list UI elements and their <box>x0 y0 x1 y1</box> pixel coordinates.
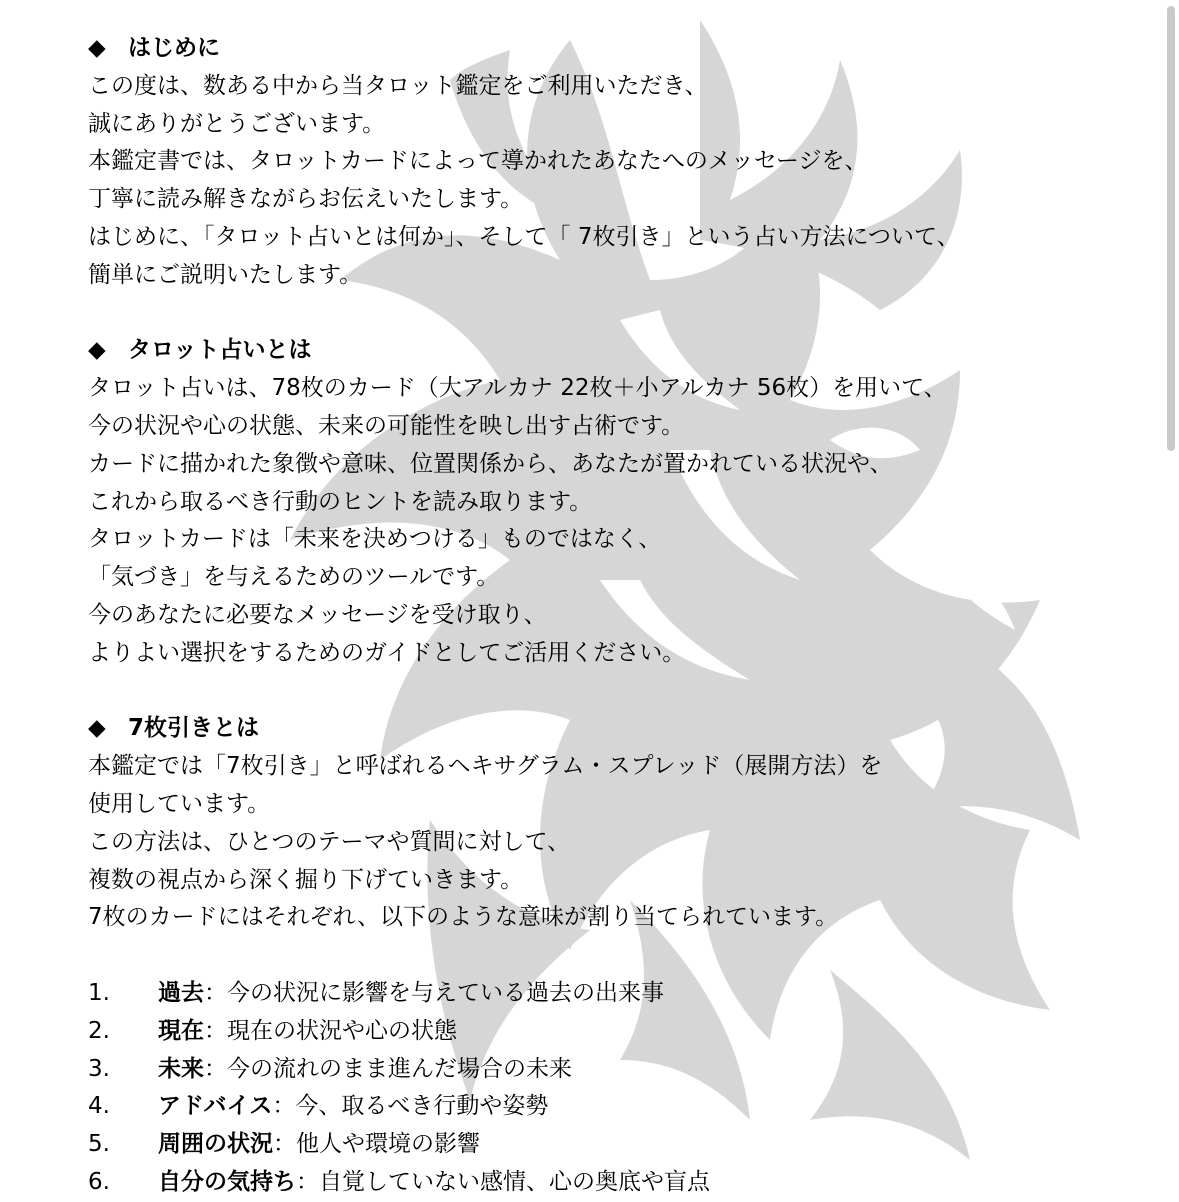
position-list-item <box>88 975 1138 1013</box>
intro-line: 丁寧に読み解きながらお伝えいたします。 <box>88 186 524 213</box>
list-number: 4. <box>88 1093 110 1120</box>
list-number: 1. <box>88 979 110 1006</box>
scrollbar-thumb[interactable] <box>1167 6 1175 451</box>
intro-line: 簡単にご説明いたします。 <box>88 261 363 288</box>
position-description: ：現在の状況や心の状態 <box>204 1017 457 1044</box>
list-number: 3. <box>88 1055 110 1082</box>
vertical-scrollbar[interactable] <box>1161 0 1179 1179</box>
document-body <box>88 30 1138 1202</box>
tarot-line: 今のあなたに必要なメッセージを受け取り、 <box>88 601 547 628</box>
tarot-line: タロットカードは「未来を決めつける」ものではなく、 <box>88 526 662 553</box>
tarot-line: これから取るべき行動のヒントを読み取ります。 <box>88 488 593 515</box>
spacer <box>88 673 1138 711</box>
seven-card-line: 使用しています。 <box>88 790 271 817</box>
section-heading-intro: ◆ はじめに <box>88 30 1138 68</box>
position-list-item <box>88 1088 1138 1126</box>
position-list-item <box>88 1164 1138 1202</box>
position-term: アドバイス <box>158 1093 273 1120</box>
tarot-line: 今の状況や心の状態、未来の可能性を映し出す占術です。 <box>88 412 685 439</box>
position-description: ：自覚していない感情、心の奥底や盲点 <box>296 1168 710 1195</box>
tarot-line: カードに描かれた象徴や意味、位置関係から、あなたが置かれている状況や、 <box>88 450 893 477</box>
seven-card-line: 複数の視点から深く掘り下げていきます。 <box>88 866 524 893</box>
spacer <box>88 295 1138 333</box>
intro-line: 本鑑定書では、タロットカードによって導かれたあなたへのメッセージを、 <box>88 148 868 175</box>
intro-line: 誠にありがとうございます。 <box>88 110 386 137</box>
position-term: 過去 <box>158 979 204 1006</box>
position-list-item <box>88 1051 1138 1089</box>
position-term: 現在 <box>158 1017 204 1044</box>
spacer <box>88 937 1138 975</box>
list-number: 2. <box>88 1017 110 1044</box>
section-heading-seven-card: ◆ 7枚引きとは <box>88 710 1138 748</box>
position-list-item <box>88 1013 1138 1051</box>
position-term: 自分の気持ち <box>158 1168 296 1195</box>
tarot-line: タロット占いは、78枚のカード（大アルカナ 22枚＋小アルカナ 56枚）を用いて、 <box>88 375 947 402</box>
position-description: ：他人や環境の影響 <box>273 1131 480 1158</box>
position-term: 未来 <box>158 1055 204 1082</box>
list-number: 6. <box>88 1168 110 1195</box>
tarot-line: 「気づき」を与えるためのツールです。 <box>88 564 500 591</box>
position-description: ：今の流れのまま進んだ場合の未来 <box>204 1055 572 1082</box>
position-term: 周囲の状況 <box>158 1131 273 1158</box>
diamond-bullet-icon: ◆ <box>88 337 106 364</box>
diamond-bullet-icon: ◆ <box>88 715 106 742</box>
position-description: ：今の状況に影響を与えている過去の出来事 <box>204 979 664 1006</box>
list-number: 5. <box>88 1131 110 1158</box>
intro-line: この度は、数ある中から当タロット鑑定をご利用いただき、 <box>88 72 708 99</box>
tarot-line: よりよい選択をするためのガイドとしてご活用ください。 <box>88 639 686 666</box>
seven-card-line: 7枚のカードにはそれぞれ、以下のような意味が割り当てられています。 <box>88 904 839 931</box>
position-list-item <box>88 1126 1138 1164</box>
diamond-bullet-icon: ◆ <box>88 35 106 61</box>
section-heading-tarot: ◆ タロット占いとは <box>88 332 1138 370</box>
position-description: ：今、取るべき行動や姿勢 <box>272 1093 549 1120</box>
seven-card-line: 本鑑定では「7枚引き」と呼ばれるヘキサグラム・スプレッド（展開方法）を <box>88 753 883 780</box>
intro-line: はじめに、「タロット占いとは何か」、そして「 7枚引き」という占い方法について、 <box>88 223 960 250</box>
seven-card-line: この方法は、ひとつのテーマや質問に対して、 <box>88 828 571 855</box>
